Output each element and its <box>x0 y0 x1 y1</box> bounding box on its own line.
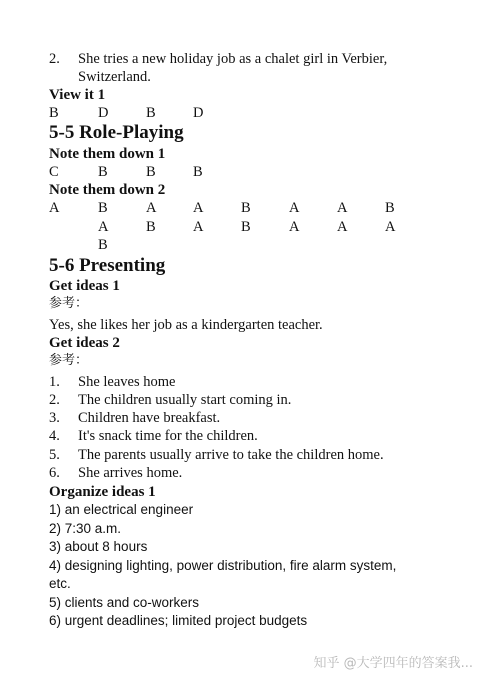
answer: A <box>337 219 348 235</box>
answer: B <box>241 200 251 216</box>
answer: A <box>193 200 204 216</box>
note-them-down-1-heading: Note them down 1 <box>49 146 166 162</box>
item-number: 2. <box>49 51 60 67</box>
answer: B <box>98 164 108 180</box>
organize-item: 1) an electrical engineer <box>49 502 194 517</box>
item-number: 5. <box>49 447 60 463</box>
item-text: She arrives home. <box>78 465 183 481</box>
answer: A <box>289 200 300 216</box>
answer: D <box>193 105 204 121</box>
answer: B <box>193 164 203 180</box>
answer: A <box>337 200 348 216</box>
organize-item: 2) 7:30 a.m. <box>49 521 122 536</box>
item-text-continuation: Switzerland. <box>78 69 151 85</box>
item-number: 4. <box>49 428 60 444</box>
answer: A <box>385 219 396 235</box>
organize-item: 6) urgent deadlines; limited project budgets <box>49 613 308 628</box>
organize-ideas-1-heading: Organize ideas 1 <box>49 484 156 500</box>
answer: C <box>49 164 59 180</box>
answer: B <box>98 200 108 216</box>
organize-item: 4) designing lighting, power distribution, fire alarm system, <box>49 558 397 573</box>
item-number: 3. <box>49 410 60 426</box>
item-text: Children have breakfast. <box>78 410 221 426</box>
answer: A <box>193 219 204 235</box>
item-text: She leaves home <box>78 374 176 390</box>
item-number: 1. <box>49 374 60 390</box>
answer: B <box>146 219 156 235</box>
section-title-5-6: 5-6 Presenting <box>49 255 166 276</box>
item-text: It's snack time for the children. <box>78 428 258 444</box>
get-ideas-2-heading: Get ideas 2 <box>49 335 120 351</box>
organize-item-continuation: etc. <box>49 576 71 591</box>
answer: B <box>241 219 251 235</box>
answer: B <box>49 105 59 121</box>
answer: B <box>98 237 108 253</box>
item-text: She tries a new holiday job as a chalet girl in Verbier, <box>78 51 388 67</box>
watermark: 知乎 @大学四年的答案我... <box>313 656 473 671</box>
answer: D <box>98 105 109 121</box>
item-number: 2. <box>49 392 60 408</box>
get-ideas-1-heading: Get ideas 1 <box>49 278 120 294</box>
section-title-5-5: 5-5 Role-Playing <box>49 122 184 143</box>
view-it-heading: View it 1 <box>49 87 106 103</box>
answer: B <box>146 105 156 121</box>
answer: B <box>146 164 156 180</box>
reference-label: 参考： <box>49 353 89 368</box>
answer: A <box>146 200 157 216</box>
answer: A <box>49 200 60 216</box>
organize-item: 5) clients and co-workers <box>49 595 200 610</box>
item-text: The children usually start coming in. <box>78 392 292 408</box>
organize-item: 3) about 8 hours <box>49 539 148 554</box>
item-text: The parents usually arrive to take the children home. <box>78 447 384 463</box>
answer: A <box>98 219 109 235</box>
note-them-down-2-heading: Note them down 2 <box>49 182 166 198</box>
answer: A <box>289 219 300 235</box>
item-number: 6. <box>49 465 60 481</box>
reference-label: 参考： <box>49 296 89 311</box>
answer-text: Yes, she likes her job as a kindergarten teacher. <box>49 317 323 333</box>
answer: B <box>385 200 395 216</box>
